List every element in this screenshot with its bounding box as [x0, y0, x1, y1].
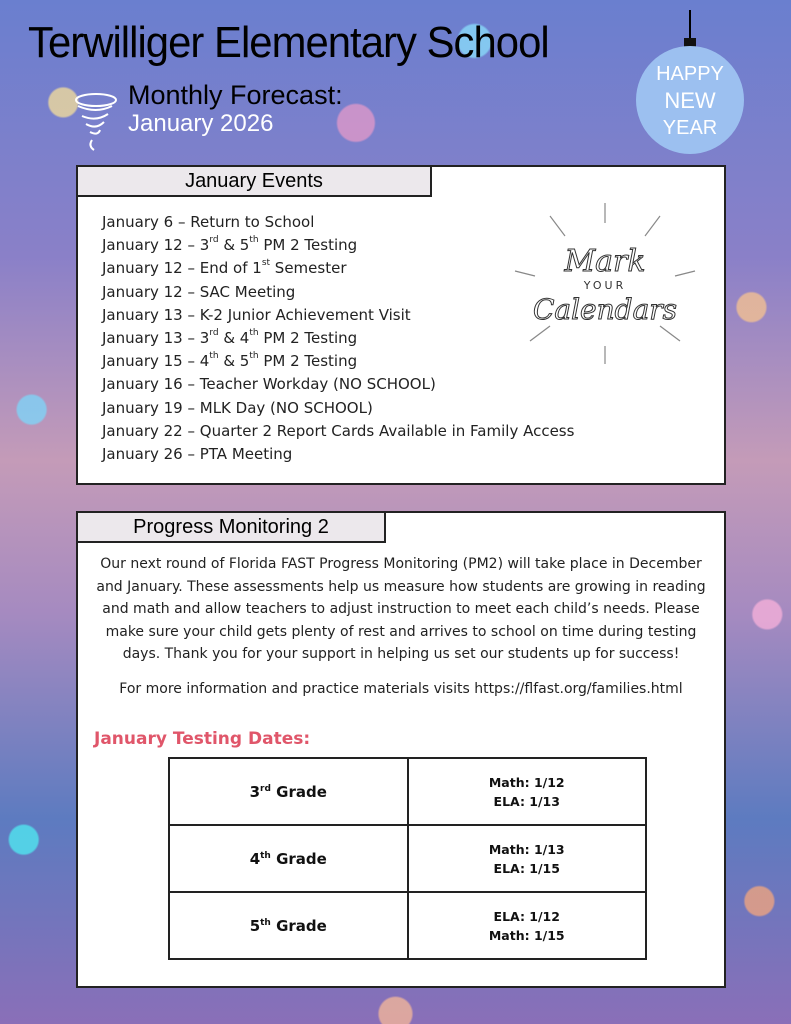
svg-text:HAPPY: HAPPY	[656, 63, 724, 85]
forecast-subtitle: Monthly Forecast:	[128, 80, 343, 110]
progress-monitoring-heading: Progress Monitoring 2	[76, 511, 386, 543]
dates-cell: ELA: 1/12 Math: 1/15	[408, 892, 647, 959]
happy-new-year-ornament-icon	[628, 10, 758, 160]
table-row	[169, 758, 646, 825]
table-row	[169, 825, 646, 892]
grade-cell: 4th Grade	[169, 825, 408, 892]
svg-text:Calendars: Calendars	[532, 293, 678, 326]
event-item: January 15 – 4th & 5th PM 2 Testing	[102, 351, 358, 371]
grade-cell: 5th Grade	[169, 892, 408, 959]
january-events-panel	[76, 165, 726, 485]
dates-cell: Math: 1/13 ELA: 1/15	[408, 825, 647, 892]
pm2-description: Our next round of Florida FAST Progress Monitoring (PM2) will take place in December and January. These assessments help us measure how students are growing in reading and math and allow teachers to adjust instruction to meet each child’s needs. Please make sure your child gets plenty of rest and arrives to school on time during testing days. Thank you for your support in helping us set our students up for success!	[96, 556, 706, 662]
mark-your-calendars-graphic	[510, 201, 700, 366]
event-item: January 16 – Teacher Workday (NO SCHOOL)	[102, 375, 436, 394]
testing-dates-table	[168, 757, 647, 960]
event-item: January 12 – SAC Meeting	[102, 282, 296, 301]
progress-monitoring-panel	[76, 511, 726, 988]
svg-text:NEW: NEW	[664, 88, 716, 113]
table-row	[169, 892, 646, 959]
january-events-heading: January Events	[76, 165, 432, 197]
event-item: January 19 – MLK Day (NO SCHOOL)	[102, 398, 373, 417]
testing-dates-heading: January Testing Dates:	[94, 729, 311, 749]
svg-text:YEAR: YEAR	[662, 117, 718, 139]
school-title: Terwilliger Elementary School	[28, 18, 549, 67]
event-item: January 13 – K-2 Junior Achievement Visit	[102, 305, 411, 324]
event-item: January 6 – Return to School	[102, 213, 315, 231]
event-item: January 13 – 3rd & 4th PM 2 Testing	[102, 328, 358, 348]
dates-cell: Math: 1/12 ELA: 1/13	[408, 758, 647, 825]
svg-text:YOUR: YOUR	[583, 279, 627, 292]
forecast-month: January 2026	[128, 110, 274, 137]
event-item: January 26 – PTA Meeting	[102, 445, 293, 464]
event-item: January 12 – End of 1st Semester	[102, 258, 347, 278]
more-info-text: For more information and practice materials visits https://flfast.org/families.html	[119, 681, 683, 697]
grade-cell: 3rd Grade	[169, 758, 408, 825]
svg-text:Mark: Mark	[564, 244, 646, 279]
event-item: January 12 – 3rd & 5th PM 2 Testing	[102, 235, 358, 255]
tornado-icon	[72, 92, 120, 152]
event-item: January 22 – Quarter 2 Report Cards Available in Family Access	[102, 421, 575, 440]
events-list	[102, 211, 574, 466]
